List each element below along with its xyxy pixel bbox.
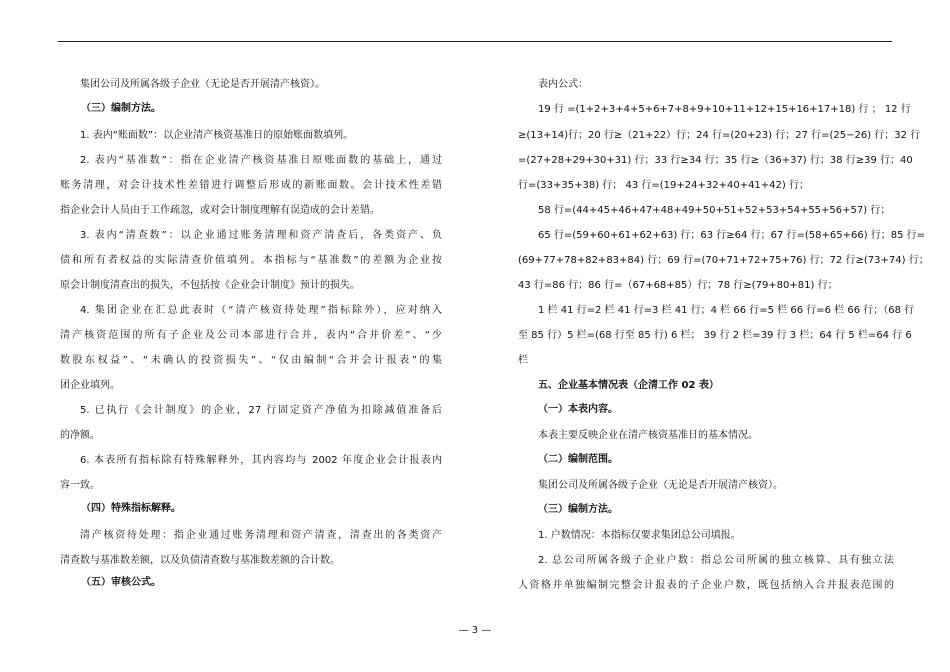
- text-line: 的净额。: [60, 430, 100, 441]
- text-line: 清产核资范围的所有子企业及公司本部进行合并，表内“合并价差”、“少: [60, 330, 442, 341]
- text-line: 本表主要反映企业在清产核资基准日的基本情况。: [538, 430, 758, 441]
- text-line: 清查数与基准数差额，以及负债清查数与基准数差额的合计数。: [60, 555, 340, 566]
- text-line: 数股东权益”、“未确认的投资损失”、“仅由编制“合并会计报表”的集: [60, 355, 442, 366]
- text-line: 人资格并单独编制完整会计报表的子企业户数，既包括纳入合并报表范围的: [518, 580, 894, 591]
- text-line: 5. 已执行《会计制度》的企业，27 行固定资产净值为扣除减值准备后: [80, 405, 442, 416]
- text-line: 2. 表内“基准数”：指在企业清产核资基准日原账面数的基础上，通过: [80, 155, 442, 166]
- formula-line: 行=(33+35+38) 行； 43 行=(19+24+32+40+41+42) 行；: [518, 180, 809, 191]
- text-line: 债和所有者权益的实际清查价值填列。本指标与“基准数”的差额为企业按: [60, 255, 442, 266]
- text-line: 账务清理，对会计技术性差错进行调整后形成的新账面数。会计技术性差错: [60, 180, 442, 191]
- section-heading: （五）审核公式。: [81, 577, 161, 588]
- text-line: 1. 户数情况：本指标仅要求集团总公司填报。: [538, 530, 741, 541]
- formula-line: (69+77+78+82+83+84) 行；69 行=(70+71+72+75+76) 行；72 行≥(73+74) 行；: [518, 255, 929, 266]
- section-heading: （三）编制方法。: [81, 103, 161, 114]
- text-line: 指企业会计人员由于工作疏忽，或对会计制度理解有误造成的会计差错。: [60, 205, 380, 216]
- text-line: 原会计制度清查出的损失，不包括按《企业会计制度》预计的损失。: [60, 280, 360, 291]
- section-heading: 五、企业基本情况表（企清工作 02 表）: [538, 380, 719, 391]
- text-line: 团企业填列。: [60, 380, 120, 391]
- header-rule: [58, 41, 892, 42]
- section-heading: （三）编制方法。: [538, 504, 618, 515]
- formula-line: 栏: [518, 355, 528, 366]
- text-line: 清产核资待处理：指企业通过账务清理和资产清查，清查出的各类资产: [80, 530, 442, 541]
- formula-line: ≥(13+14)行；20 行≥（21+22）行；24 行=(20+23) 行；27 行=(25−26) 行；32 行: [518, 130, 921, 141]
- formula-line: 58 行=(44+45+46+47+48+49+50+51+52+53+54+55+56+57) 行；: [538, 205, 891, 216]
- formula-line: 至 85 行）5 栏=(68 行至 85 行) 6 栏； 39 行 2 栏=39 行 3 栏；64 行 5 栏=64 行 6: [518, 330, 912, 341]
- text-line: 3. 表内“清查数”：以企业通过账务清理和资产清查后，各类资产、负: [80, 230, 442, 241]
- text-line: 2. 总公司所属各级子企业户数：指总公司所属的独立核算、具有独立法: [538, 555, 894, 566]
- text-line: 6. 本表所有指标除有特殊解释外，其内容均与 2002 年度企业会计报表内: [80, 455, 442, 466]
- formula-line: 43 行=86 行；86 行=（67+68+85）行；78 行≥(79+80+81) 行；: [518, 280, 838, 291]
- text-line: 1. 表内“账面数”：以企业清产核资基准日的原始账面数填列。: [80, 130, 354, 141]
- section-heading: （四）特殊指标解释。: [81, 503, 181, 514]
- text-line: 集团公司及所属各级子企业（无论是否开展清产核资）。: [80, 79, 325, 90]
- text-line: 4. 集团企业在汇总此表时（“清产核资待处理”指标除外），应对纳入: [80, 305, 442, 316]
- formula-line: 19 行 =(1+2+3+4+5+6+7+8+9+10+11+12+15+16+17+18) 行 ； 12 行: [538, 104, 911, 115]
- text-line: 容一致。: [60, 480, 100, 491]
- section-heading: （二）编制范围。: [538, 454, 618, 465]
- section-heading: （一）本表内容。: [538, 404, 618, 415]
- formula-line: 1 栏 41 行=2 栏 41 行=3 栏 41 行；4 栏 66 行=5 栏 66 行=6 栏 66 行；（68 行: [538, 305, 915, 316]
- text-line: 集团公司及所属各级子企业（无论是否开展清产核资）。: [538, 480, 783, 491]
- formula-line: 65 行=(59+60+61+62+63) 行；63 行≥64 行；67 行=(58+65+66) 行；85 行=: [538, 230, 926, 241]
- formula-line: =(27+28+29+30+31) 行；33 行≥34 行；35 行≥（36+37) 行；38 行≥39 行；40: [518, 155, 913, 166]
- text-line: 表内公式：: [538, 79, 588, 90]
- page-number: — 3 —: [458, 625, 492, 636]
